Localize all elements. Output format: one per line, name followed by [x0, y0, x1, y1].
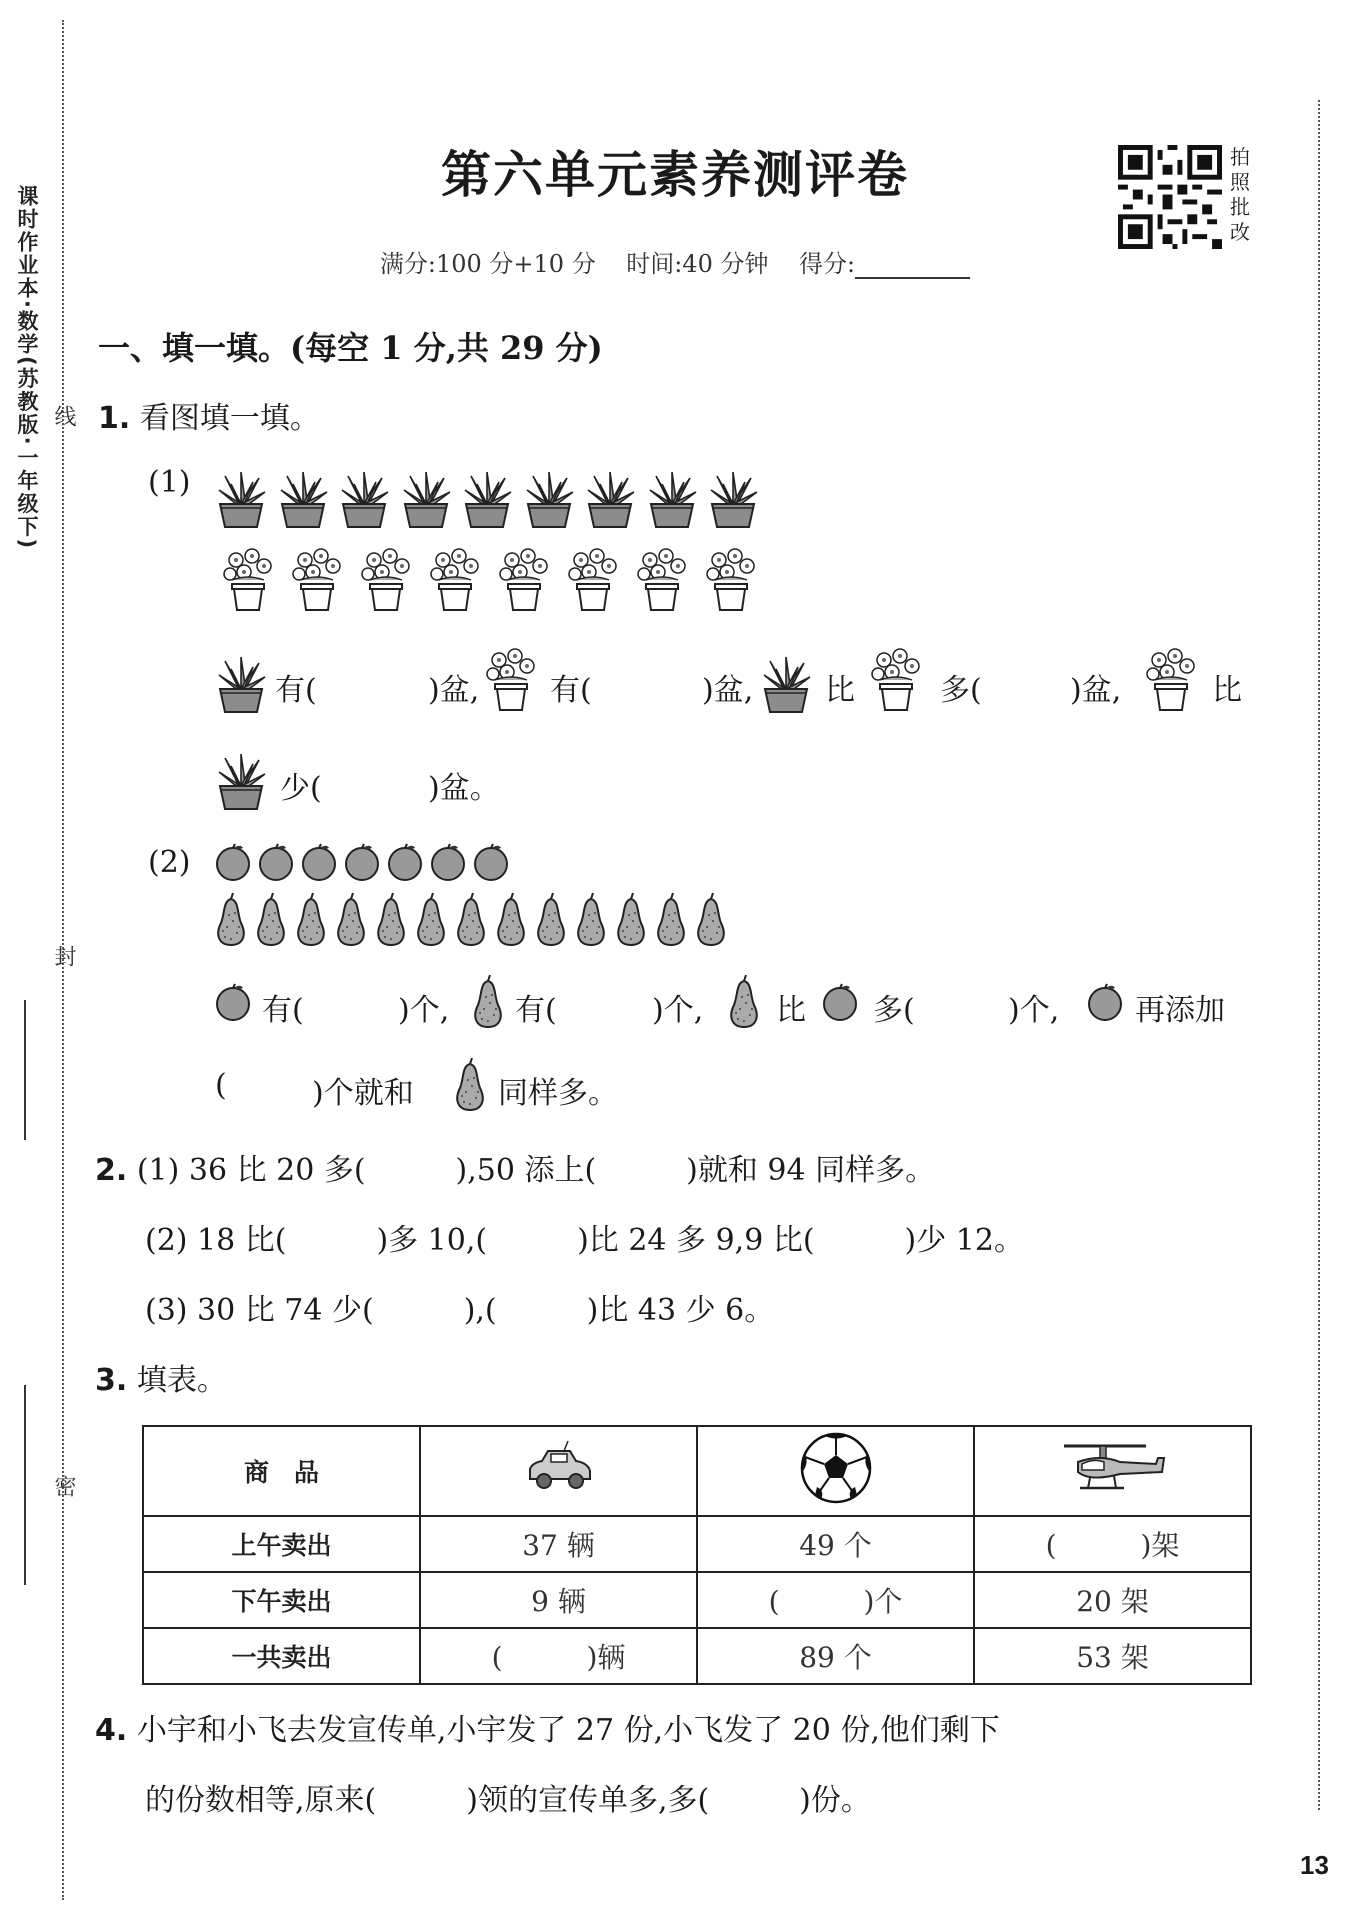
blank-text: )盆,	[702, 673, 754, 708]
plant-icon	[523, 470, 575, 530]
score-label: 得分:	[799, 250, 856, 278]
question-number: 2.	[95, 1153, 128, 1188]
full-score: 满分:100 分+10 分	[379, 250, 596, 278]
plant-icon	[584, 470, 636, 530]
blank-text: )个,	[1008, 993, 1060, 1028]
qr-label: 拍照批改	[1230, 145, 1250, 244]
table-cell: 89 个	[697, 1628, 974, 1684]
plant-icon	[461, 470, 513, 530]
question-number: 1.	[98, 401, 131, 436]
pear-icon	[253, 893, 289, 947]
pear-icon	[333, 893, 369, 947]
question-text: 小宇和小飞去发宣传单,小宇发了 27 份,小飞发了 20 份,他们剩下	[136, 1713, 1000, 1748]
blank-text: )盆,	[428, 673, 480, 708]
plant-icon	[215, 655, 267, 715]
blank-text: )个,	[398, 993, 450, 1028]
pear-icon	[452, 1058, 488, 1112]
pear-icon	[213, 893, 249, 947]
flower-icon	[636, 548, 688, 612]
class-blank-line	[24, 1385, 26, 1585]
name-blank-line	[24, 1000, 26, 1140]
qr-code-icon[interactable]	[1118, 145, 1222, 249]
blank-text: 比	[1212, 673, 1242, 708]
table-cell[interactable]: ( )个	[697, 1572, 974, 1628]
orange-icon	[1085, 982, 1125, 1022]
plant-icon	[338, 470, 390, 530]
orange-icon	[471, 842, 511, 882]
plant-icon	[400, 470, 452, 530]
blank-text: 多(	[873, 993, 915, 1028]
blank-text: 有(	[515, 993, 557, 1028]
plant-icon	[215, 470, 267, 530]
binding-mark-seal: 封	[51, 945, 76, 967]
question-4-line-2: 的份数相等,原来( )领的宣传单多,多( )份。	[145, 1783, 871, 1818]
flower-icon	[360, 548, 412, 612]
orange-icon	[256, 842, 296, 882]
sub-question-label: (2)	[148, 845, 191, 880]
table-header-cell: 商 品	[143, 1426, 420, 1516]
table-cell: 53 架	[974, 1628, 1251, 1684]
sales-table	[142, 1425, 1252, 1685]
question-text: (1) 36 比 20 多( ),50 添上( )就和 94 同样多。	[136, 1153, 936, 1188]
row-label: 下午卖出	[143, 1572, 420, 1628]
blank-text: 有(	[262, 993, 304, 1028]
table-cell: 20 架	[974, 1572, 1251, 1628]
pear-icon	[373, 893, 409, 947]
question-4-line-1	[95, 1705, 1000, 1749]
helicopter-icon	[1060, 1438, 1166, 1498]
table-header-cell	[697, 1426, 974, 1516]
blank-text: )盆,	[1070, 673, 1122, 708]
toy-car-icon	[524, 1441, 594, 1495]
flower-icon	[870, 648, 922, 712]
table-header-row	[143, 1426, 1251, 1516]
flower-icon	[705, 548, 757, 612]
pear-icon	[413, 893, 449, 947]
binding-mark-line: 线	[51, 405, 76, 427]
question-2-line-2: (2) 18 比( )多 10,( )比 24 多 9,9 比( )少 12。	[145, 1223, 1024, 1258]
pear-icon	[453, 893, 489, 947]
score-blank[interactable]	[855, 255, 970, 279]
flower-icon	[1145, 648, 1197, 712]
pear-icon	[726, 975, 762, 1029]
orange-icon	[428, 842, 468, 882]
blank-text: 比	[776, 993, 806, 1028]
blank-text: )盆。	[428, 771, 500, 806]
question-1	[98, 393, 320, 437]
table-cell[interactable]: ( )架	[974, 1516, 1251, 1572]
table-cell: 49 个	[697, 1516, 974, 1572]
question-3	[95, 1355, 227, 1399]
table-row	[143, 1628, 1251, 1684]
flower-icon	[222, 548, 274, 612]
blank-text: 比	[825, 673, 855, 708]
plant-icon	[646, 470, 698, 530]
question-2-line-3: (3) 30 比 74 少( ),( )比 43 少 6。	[145, 1293, 775, 1328]
row-label: 上午卖出	[143, 1516, 420, 1572]
orange-icon	[213, 842, 253, 882]
blank-text: (	[215, 1068, 227, 1103]
blank-text: 有(	[550, 673, 592, 708]
section-heading: 一、填一填。(每空 1 分,共 29 分)	[98, 329, 603, 367]
question-number: 3.	[95, 1363, 128, 1398]
table-cell[interactable]: ( )辆	[420, 1628, 697, 1684]
question-text: 填表。	[136, 1363, 227, 1398]
orange-icon	[342, 842, 382, 882]
blank-text: 少(	[280, 771, 322, 806]
orange-icon	[820, 982, 860, 1022]
plant-icon	[277, 470, 329, 530]
blank-text: )个,	[652, 993, 704, 1028]
orange-icon	[299, 842, 339, 882]
soccer-ball-icon	[799, 1431, 873, 1505]
table-row	[143, 1516, 1251, 1572]
page-number: 13	[1300, 1850, 1329, 1880]
side-banner: 课时作业本·数学(苏教版·一年级下)	[15, 185, 39, 551]
exam-meta	[0, 244, 1350, 279]
table-cell: 9 辆	[420, 1572, 697, 1628]
time-limit: 时间:40 分钟	[626, 250, 769, 278]
binding-mark-close: 密	[51, 1475, 76, 1497]
plant-icon	[707, 470, 759, 530]
blank-text: 有(	[275, 673, 317, 708]
page-title: 第六单元素养测评卷	[441, 145, 909, 204]
blank-text: )个就和	[312, 1076, 414, 1111]
orange-icon	[385, 842, 425, 882]
orange-icon	[213, 982, 253, 1022]
pear-icon	[470, 975, 506, 1029]
table-cell: 37 辆	[420, 1516, 697, 1572]
table-header-cell	[420, 1426, 697, 1516]
pear-icon	[653, 893, 689, 947]
table-row	[143, 1572, 1251, 1628]
pear-icon	[693, 893, 729, 947]
pear-icon	[293, 893, 329, 947]
plant-icon	[760, 655, 812, 715]
blank-text: 同样多。	[498, 1076, 618, 1111]
pear-icon	[533, 893, 569, 947]
flower-icon	[429, 548, 481, 612]
flower-icon	[291, 548, 343, 612]
pear-icon	[613, 893, 649, 947]
flower-icon	[485, 648, 537, 712]
question-text: 看图填一填。	[139, 401, 320, 436]
flower-icon	[498, 548, 550, 612]
blank-text: 再添加	[1135, 993, 1225, 1028]
flower-icon	[567, 548, 619, 612]
plant-icon	[215, 752, 267, 812]
binding-line-right	[1318, 100, 1320, 1810]
blank-text: 多(	[940, 673, 982, 708]
row-label: 一共卖出	[143, 1628, 420, 1684]
sub-question-label: (1)	[148, 465, 191, 500]
pear-icon	[573, 893, 609, 947]
question-2-line-1	[95, 1145, 935, 1189]
pear-icon	[493, 893, 529, 947]
question-number: 4.	[95, 1713, 128, 1748]
table-header-cell	[974, 1426, 1251, 1516]
